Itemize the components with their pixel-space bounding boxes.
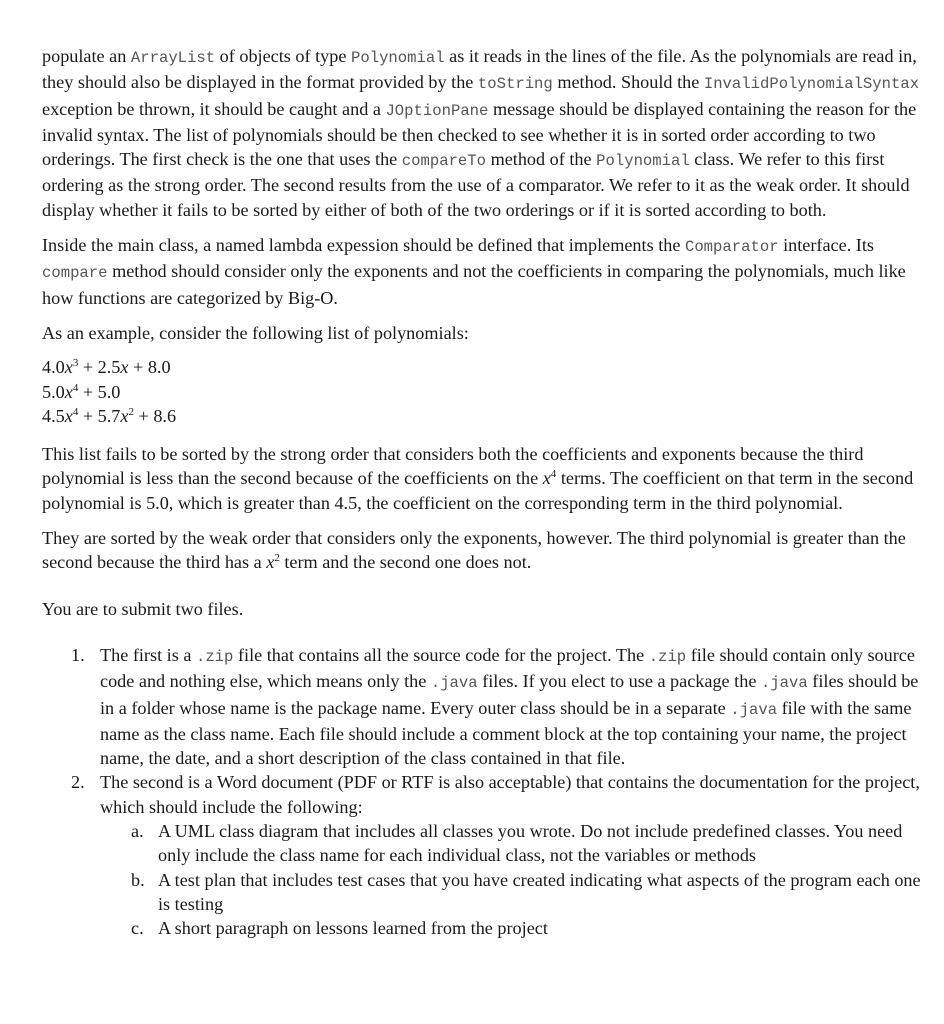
document-page	[42, 44, 922, 941]
code-comparator: Comparator	[684, 238, 779, 257]
code-polynomial: Polynomial	[596, 152, 690, 171]
list-item: 1. The first is a .zip file that contains all the source code for the project. The .zip file should contain only source code and nothing else, which means only the .java files. If you elect to use a package the .java files should be in a folder whose name is the package name. Every outer class should be in a separate .java file with the same name as the class name. Each file should include a comment block at the top containing your name, the project name, the date, and a short description of the class contained in that file.	[71, 644, 919, 769]
code-java: .java	[430, 674, 478, 693]
paragraph-example-intro: As an example, consider the following list of polynomials:	[42, 322, 469, 343]
code-compareto: compareTo	[401, 152, 487, 171]
code-zip: .zip	[195, 647, 234, 666]
code-zip: .zip	[648, 647, 687, 666]
polynomial-item: $4.5x^4 + 5.7x^2 + 8.6$	[42, 405, 177, 426]
list-item: 2. The second is a Word document (PDF or RTF is also acceptable) that contains the documentation for the project, which should include the following:	[71, 772, 920, 817]
paragraph-lambda-comparator: Inside the main class, a named lambda expession should be defined that implements the Comparator interface. Its compare method should consider only the exponents and not the coefficients in comparing the polynomials, much like how functions are categorized by Big-O.	[42, 235, 906, 308]
numbered-list	[42, 643, 922, 941]
list-number: 2.	[71, 772, 85, 793]
polynomial-item: $5.0x^4 + 5.0$	[42, 381, 121, 402]
paragraph-arraylist-polynomials: populate an ArrayList of objects of type Polynomial as it reads in the lines of the file. As the polynomials are read in, they should also be displayed in the format provided by the toString method. Should the InvalidPolynomialSyntax exception be thrown, it should be caught and a JOptionPane message should be displayed containing the reason for the invalid syntax. The list of polynomials should be then checked to see whether it is in sorted order according to two orderings. The first check is the one that uses the compareTo method of the Polynomial class. We refer to this first ordering as the strong order. The second results from the use of a comparator. We refer to it as the weak order. It should display whether it fails to be sorted by either of both of the two orderings or if it is sorted according to both.	[42, 46, 920, 220]
code-java: .java	[730, 700, 778, 719]
code-compare: compare	[42, 264, 108, 283]
code-tostring: toString	[477, 75, 553, 94]
code-polynomial: Polynomial	[351, 49, 445, 67]
sub-list-item: b. A test plan that includes test cases that you have created indicating what aspects of the program each one is testing	[131, 869, 921, 914]
list-letter: b.	[131, 869, 145, 890]
code-java: .java	[760, 674, 808, 693]
paragraph-submit-files: You are to submit two files.	[42, 598, 244, 619]
code-joptionpane: JOptionPane	[385, 101, 489, 120]
sub-list-item: a. A UML class diagram that includes all classes you wrote. Do not include predefined classes. You need only include the class name for each individual class, not the variables or methods	[131, 821, 903, 866]
paragraph-strong-order: This list fails to be sorted by the strong order that considers both the coefficients and exponents because the third polynomial is less than the second because of the coefficients on the $x^4$ terms. The coefficient on that term in the second polynomial is 5.0, which is greater than 4.5, the coefficient on the corresponding term in the third polynomial.	[42, 444, 914, 513]
paragraph-weak-order: They are sorted by the weak order that considers only the exponents, however. The third polynomial is greater than the second because the third has a $x^2$ term and the second one does not.	[42, 528, 906, 573]
list-letter: c.	[131, 918, 144, 939]
code-invalidpolynomialsyntax: InvalidPolynomialSyntax	[703, 75, 920, 94]
sub-list-item: c. A short paragraph on lessons learned from the project	[42, 916, 922, 940]
code-arraylist: ArrayList	[130, 49, 216, 67]
polynomial-list	[42, 355, 922, 428]
list-letter: a.	[131, 821, 144, 842]
list-number: 1.	[71, 644, 85, 665]
polynomial-item: $4.0x^3 + 2.5x + 8.0$	[42, 357, 171, 378]
